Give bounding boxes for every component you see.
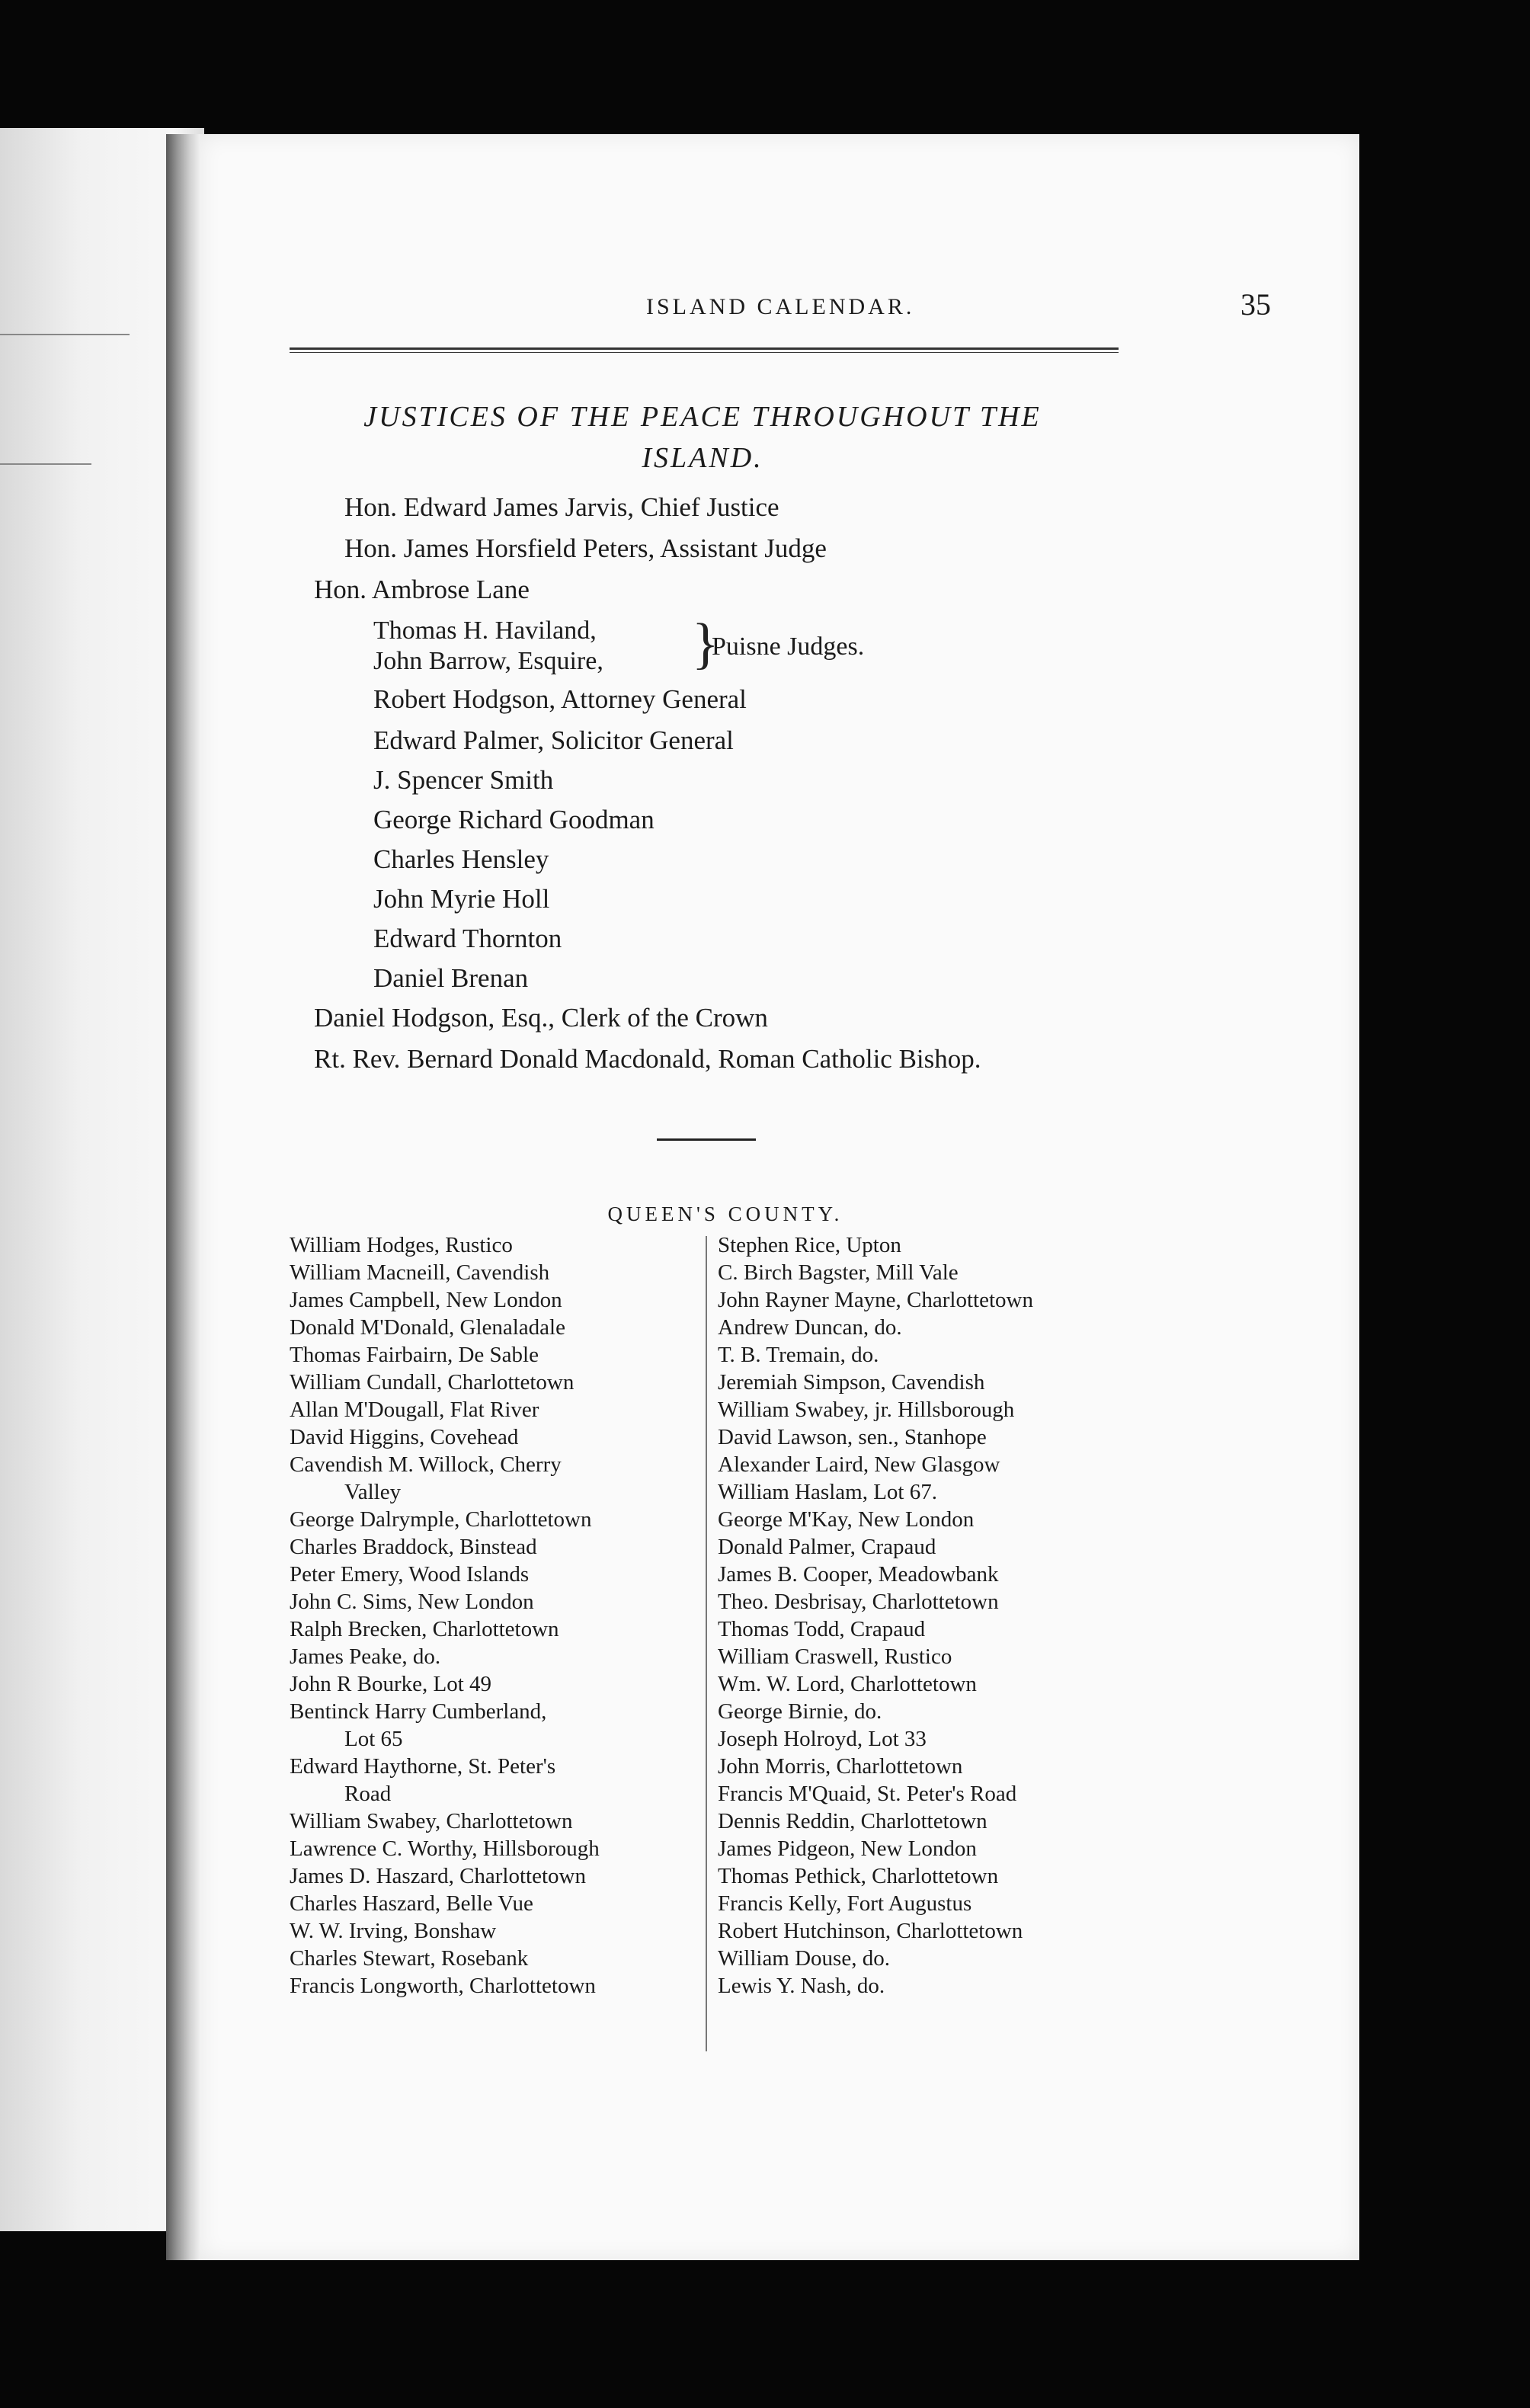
justice-entry: Hon. Ambrose Lane <box>314 575 530 604</box>
justice-list-item: Lot 65 <box>344 1727 403 1751</box>
county-heading: QUEEN'S COUNTY. <box>607 1202 843 1225</box>
page-header <box>280 287 1271 332</box>
justice-list-item: William Swabey, Charlottetown <box>290 1809 573 1833</box>
county-column-right <box>718 1231 1221 2000</box>
header-rule-thin <box>290 352 1119 353</box>
justice-list-item: William Cundall, Charlottetown <box>290 1370 575 1395</box>
justice-list-item: Andrew Duncan, do. <box>718 1315 902 1340</box>
justice-entry: Hon. Edward James Jarvis, Chief Justice <box>344 492 779 522</box>
justice-list-item: Charles Braddock, Binstead <box>290 1535 537 1559</box>
facing-page-rule <box>0 463 91 465</box>
section-title <box>283 396 1122 479</box>
justice-entry: Edward Thornton <box>373 924 562 953</box>
justice-entry: Charles Hensley <box>373 844 549 874</box>
book-page <box>200 134 1359 2260</box>
justice-list-item: George Dalrymple, Charlottetown <box>290 1507 592 1532</box>
justice-list-item: Bentinck Harry Cumberland, <box>290 1699 547 1724</box>
running-title: ISLAND CALENDAR. <box>646 294 915 319</box>
justice-list-item: William Haslam, Lot 67. <box>718 1480 937 1504</box>
justice-list-item: T. B. Tremain, do. <box>718 1343 879 1367</box>
justice-entry: J. Spencer Smith <box>373 765 554 795</box>
justice-list-item: W. W. Irving, Bonshaw <box>290 1919 497 1943</box>
justice-list-item: Lewis Y. Nash, do. <box>718 1974 885 1998</box>
justice-list-item: Stephen Rice, Upton <box>718 1233 901 1257</box>
justice-list-item: Allan M'Dougall, Flat River <box>290 1398 539 1422</box>
justice-list-item: John R Bourke, Lot 49 <box>290 1672 492 1696</box>
page-number: 35 <box>1240 287 1271 322</box>
justice-entry: John Myrie Holl <box>373 884 550 914</box>
county-column-left <box>290 1231 747 2000</box>
puisne-judges-group <box>373 613 865 677</box>
justice-list-item: William Douse, do. <box>718 1946 890 1971</box>
justice-list-item: James Pidgeon, New London <box>718 1836 977 1861</box>
justice-list-item: C. Birch Bagster, Mill Vale <box>718 1260 959 1285</box>
puisne-names <box>373 616 603 677</box>
justice-list-item: James Campbell, New London <box>290 1288 562 1312</box>
justice-list-item: William Swabey, jr. Hillsborough <box>718 1398 1015 1422</box>
justice-list-item: John Rayner Mayne, Charlottetown <box>718 1288 1033 1312</box>
justice-list-item: Francis Kelly, Fort Augustus <box>718 1891 972 1916</box>
justice-entry: Hon. James Horsfield Peters, Assistant Judge <box>344 533 827 563</box>
justice-list-item: Donald M'Donald, Glenaladale <box>290 1315 565 1340</box>
justice-list-item: Thomas Fairbairn, De Sable <box>290 1343 539 1367</box>
justice-list-item: Lawrence C. Worthy, Hillsborough <box>290 1836 600 1861</box>
justice-list-item: Jeremiah Simpson, Cavendish <box>718 1370 985 1395</box>
justice-list-item: George Birnie, do. <box>718 1699 882 1724</box>
justice-list-item: Peter Emery, Wood Islands <box>290 1562 530 1587</box>
justice-list-item: Charles Haszard, Belle Vue <box>290 1891 533 1916</box>
justice-list-item: Joseph Holroyd, Lot 33 <box>718 1727 927 1751</box>
justice-list-item: Francis M'Quaid, St. Peter's Road <box>718 1782 1017 1806</box>
section-title-line: JUSTICES OF THE PEACE THROUGHOUT THE <box>363 401 1042 433</box>
justice-list-item: James B. Cooper, Meadowbank <box>718 1562 999 1587</box>
justice-list-item: Thomas Todd, Crapaud <box>718 1617 926 1641</box>
justice-list-item: Francis Longworth, Charlottetown <box>290 1974 596 1998</box>
justice-list-item: Robert Hutchinson, Charlottetown <box>718 1919 1023 1943</box>
justice-list-item: Donald Palmer, Crapaud <box>718 1535 936 1559</box>
justice-list-item: Cavendish M. Willock, Cherry <box>290 1452 562 1477</box>
justice-list-item: David Higgins, Covehead <box>290 1425 519 1449</box>
book-gutter <box>166 134 200 2260</box>
justice-list-item: Dennis Reddin, Charlottetown <box>718 1809 987 1833</box>
justice-list-item: Charles Stewart, Rosebank <box>290 1946 529 1971</box>
justice-list-item: William Craswell, Rustico <box>718 1644 952 1669</box>
puisne-name: John Barrow, Esquire, <box>373 647 603 675</box>
justice-list-item: John Morris, Charlottetown <box>718 1754 963 1779</box>
puisne-label: Puisne Judges. <box>712 632 865 661</box>
justice-list-item: William Hodges, Rustico <box>290 1233 513 1257</box>
facing-page-rule <box>0 334 130 335</box>
column-divider <box>706 1236 707 2051</box>
justice-list-item: William Macneill, Cavendish <box>290 1260 550 1285</box>
justice-entry: Edward Palmer, Solicitor General <box>373 725 734 755</box>
justice-list-item: Wm. W. Lord, Charlottetown <box>718 1672 977 1696</box>
justice-entry: Robert Hodgson, Attorney General <box>373 684 747 714</box>
header-rule <box>290 347 1119 350</box>
justice-list-item: Theo. Desbrisay, Charlottetown <box>718 1590 999 1614</box>
section-divider <box>657 1138 756 1141</box>
justice-list-item: David Lawson, sen., Stanhope <box>718 1425 987 1449</box>
puisne-name: Thomas H. Haviland, <box>373 616 597 645</box>
justice-list-item: Edward Haythorne, St. Peter's <box>290 1754 556 1779</box>
justice-list-item: George M'Kay, New London <box>718 1507 975 1532</box>
justice-entry: George Richard Goodman <box>373 805 655 834</box>
justice-entry: Daniel Brenan <box>373 963 529 993</box>
justice-list-item: Alexander Laird, New Glasgow <box>718 1452 1000 1477</box>
justice-entry: Rt. Rev. Bernard Donald Macdonald, Roman Catholic Bishop. <box>314 1044 981 1074</box>
justice-list-item: James D. Haszard, Charlottetown <box>290 1864 586 1888</box>
justice-list-item: Road <box>344 1782 392 1806</box>
justice-list-item: Thomas Pethick, Charlottetown <box>718 1864 999 1888</box>
justice-list-item: Ralph Brecken, Charlottetown <box>290 1617 559 1641</box>
section-title-line: ISLAND. <box>642 442 763 474</box>
justice-entry: Daniel Hodgson, Esq., Clerk of the Crown <box>314 1003 768 1033</box>
brace-glyph: } <box>692 613 719 675</box>
justice-list-item: James Peake, do. <box>290 1644 441 1669</box>
justice-list-item: Valley <box>344 1480 402 1504</box>
justice-list-item: John C. Sims, New London <box>290 1590 534 1614</box>
